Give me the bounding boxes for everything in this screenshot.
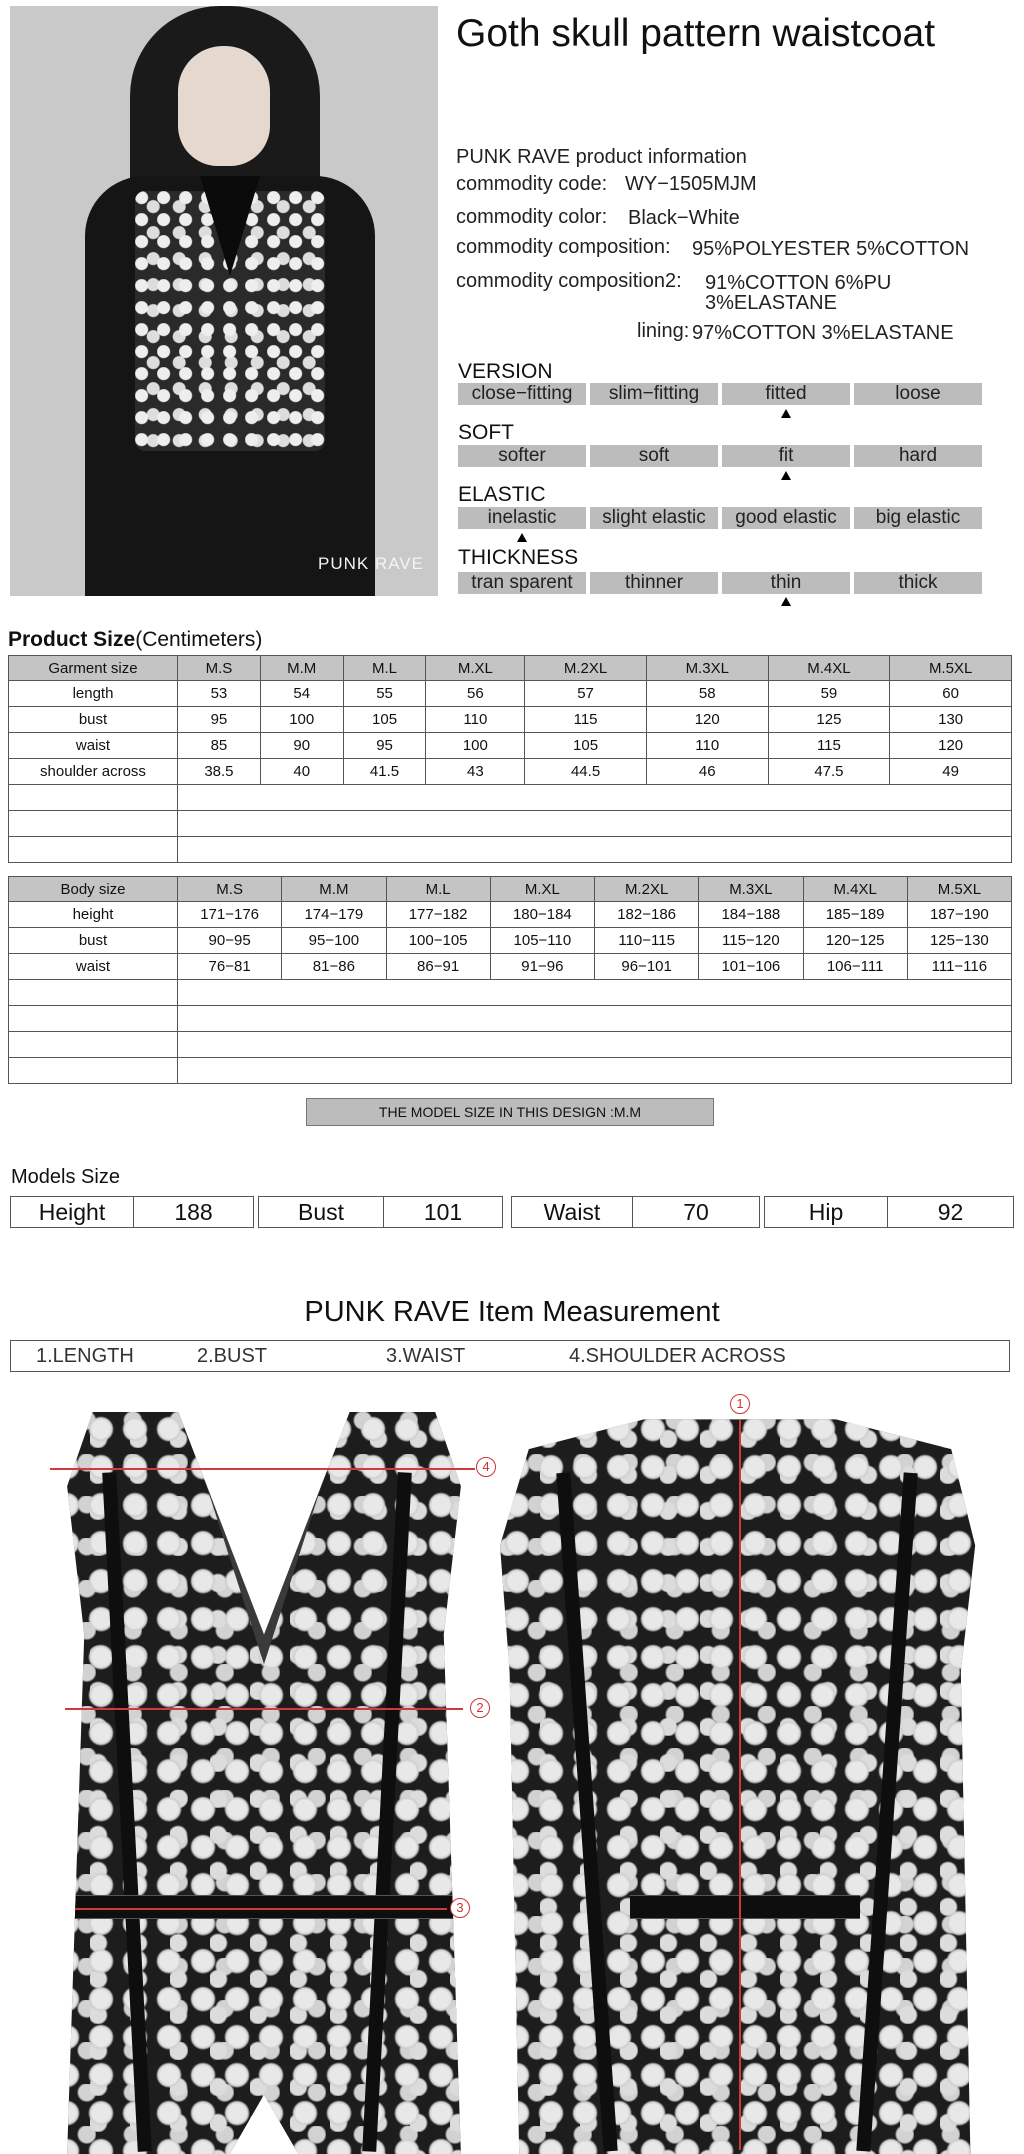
- table-row-empty: [9, 785, 1012, 811]
- table-cell: 100−105: [386, 928, 490, 954]
- vest-seam: [856, 1472, 917, 2151]
- table-cell: 110: [646, 733, 768, 759]
- scale-option: close−fitting: [458, 383, 586, 405]
- model-size-note: THE MODEL SIZE IN THIS DESIGN :M.M: [306, 1098, 714, 1126]
- model-measure-label: Bust: [297, 1199, 345, 1225]
- table-cell: length: [9, 681, 178, 707]
- scale-title: VERSION: [458, 360, 553, 383]
- table-cell: shoulder across: [9, 759, 178, 785]
- scale-option: fitted: [722, 383, 850, 405]
- lining-label: lining:: [637, 320, 690, 342]
- table-cell: 49: [890, 759, 1012, 785]
- body-size-table: [8, 876, 1012, 1084]
- table-header-cell: M.XL: [490, 877, 594, 902]
- model-measure-label: Hip: [808, 1199, 844, 1225]
- product-photo: [10, 6, 438, 596]
- table-cell: 95: [178, 707, 261, 733]
- table-cell: 59: [768, 681, 890, 707]
- waist-measure-line: [75, 1908, 447, 1910]
- scale-bar: [458, 383, 986, 405]
- table-cell: 120: [890, 733, 1012, 759]
- table-header-cell: M.2XL: [595, 877, 699, 902]
- table-cell: 174−179: [282, 902, 386, 928]
- table-cell: 44.5: [525, 759, 647, 785]
- table-cell: 182−186: [595, 902, 699, 928]
- table-cell: 115−120: [699, 928, 803, 954]
- table-cell: 95−100: [282, 928, 386, 954]
- model-measure-value: 188: [174, 1199, 213, 1225]
- table-cell: 60: [890, 681, 1012, 707]
- selected-marker-icon: [781, 409, 791, 418]
- table-cell: 184−188: [699, 902, 803, 928]
- table-cell: 120: [646, 707, 768, 733]
- table-row: [9, 733, 1012, 759]
- table-cell: 38.5: [178, 759, 261, 785]
- lining-value: 97%COTTON 3%ELASTANE: [692, 322, 954, 344]
- table-cell: waist: [9, 954, 178, 980]
- table-cell: 115: [768, 733, 890, 759]
- scale-bar: [458, 445, 986, 467]
- table-cell: 171−176: [178, 902, 282, 928]
- models-size-title: Models Size: [11, 1166, 120, 1188]
- table-header-cell: M.M: [282, 877, 386, 902]
- table-cell: 58: [646, 681, 768, 707]
- table-row-empty: [9, 1032, 1012, 1058]
- table-cell: 76−81: [178, 954, 282, 980]
- scale-option: thick: [854, 572, 982, 594]
- table-row-empty: [9, 1058, 1012, 1084]
- model-measure-value: 70: [683, 1199, 709, 1225]
- table-cell: 57: [525, 681, 647, 707]
- table-row: [9, 928, 1012, 954]
- table-cell: bust: [9, 928, 178, 954]
- table-header-row: [9, 877, 1012, 902]
- scale-option: loose: [854, 383, 982, 405]
- measurement-title: PUNK RAVE Item Measurement: [304, 1296, 720, 1328]
- table-cell: 111−116: [907, 954, 1011, 980]
- table-cell: 40: [260, 759, 343, 785]
- table-cell: 95: [343, 733, 426, 759]
- table-row: [9, 681, 1012, 707]
- table-header-cell: M.4XL: [803, 877, 907, 902]
- scale-option: soft: [590, 445, 718, 467]
- table-cell: 130: [890, 707, 1012, 733]
- table-cell: 106−111: [803, 954, 907, 980]
- table-header-cell: M.3XL: [699, 877, 803, 902]
- color-value: Black−White: [628, 207, 740, 229]
- table-row: [9, 902, 1012, 928]
- table-cell: height: [9, 902, 178, 928]
- marker-3-icon: 3: [450, 1898, 470, 1918]
- color-label: commodity color:: [456, 206, 608, 228]
- model-hip-box: [764, 1196, 1014, 1228]
- composition-label: commodity composition:: [456, 236, 671, 258]
- table-cell: 53: [178, 681, 261, 707]
- composition2-label: commodity composition2:: [456, 270, 682, 292]
- table-cell: 41.5: [343, 759, 426, 785]
- measurement-item: 4.SHOULDER ACROSS: [569, 1345, 786, 1367]
- vest-waist-strap: [65, 1895, 475, 1919]
- table-header-cell: M.5XL: [907, 877, 1011, 902]
- composition2-value-2: 3%ELASTANE: [705, 292, 837, 314]
- table-cell: 91−96: [490, 954, 594, 980]
- table-cell: 105−110: [490, 928, 594, 954]
- code-value: WY−1505MJM: [625, 173, 757, 195]
- info-heading: PUNK RAVE product information: [456, 146, 747, 168]
- scale-title: SOFT: [458, 421, 514, 444]
- table-header-cell: M.2XL: [525, 656, 647, 681]
- scale-option: big elastic: [854, 507, 982, 529]
- table-cell: 81−86: [282, 954, 386, 980]
- table-cell: 46: [646, 759, 768, 785]
- table-cell: 105: [525, 733, 647, 759]
- vest-lining: [183, 1412, 346, 1664]
- vest-front-image: [50, 1412, 478, 2154]
- scale-option: inelastic: [458, 507, 586, 529]
- model-measure-value: 101: [423, 1199, 463, 1225]
- scale-option: fit: [722, 445, 850, 467]
- table-row-empty: [9, 980, 1012, 1006]
- table-row-empty: [9, 837, 1012, 863]
- marker-1-icon: 1: [730, 1394, 750, 1414]
- model-measure-label: Height: [38, 1199, 106, 1225]
- scale-option: good elastic: [722, 507, 850, 529]
- model-waist-box: [511, 1196, 760, 1228]
- table-header-cell: M.3XL: [646, 656, 768, 681]
- scale-bar: [458, 572, 986, 594]
- vest-back-strap: [630, 1895, 860, 1919]
- table-header-row: [9, 656, 1012, 681]
- table-header-cell: Garment size: [9, 656, 178, 681]
- table-cell: 120−125: [803, 928, 907, 954]
- vest-seam: [556, 1472, 617, 2151]
- table-cell: 96−101: [595, 954, 699, 980]
- table-cell: 90: [260, 733, 343, 759]
- scale-bar: [458, 507, 986, 529]
- product-size-heading: Product Size: [8, 628, 136, 651]
- vest-seam: [362, 1472, 412, 2152]
- table-header-cell: M.S: [178, 656, 261, 681]
- table-cell: 110−115: [595, 928, 699, 954]
- table-header-cell: M.L: [343, 656, 426, 681]
- measurement-item: 1.LENGTH: [36, 1345, 134, 1367]
- shoulder-measure-line: [50, 1468, 475, 1470]
- table-cell: 125: [768, 707, 890, 733]
- model-height-box: [10, 1196, 254, 1228]
- table-cell: waist: [9, 733, 178, 759]
- table-cell: 115: [525, 707, 647, 733]
- table-cell: 56: [426, 681, 525, 707]
- table-cell: 55: [343, 681, 426, 707]
- table-cell: 125−130: [907, 928, 1011, 954]
- scale-option: slight elastic: [590, 507, 718, 529]
- selected-marker-icon: [517, 533, 527, 542]
- table-cell: 47.5: [768, 759, 890, 785]
- table-header-cell: M.L: [386, 877, 490, 902]
- composition-value: 95%POLYESTER 5%COTTON: [692, 238, 970, 260]
- measurement-legend: [10, 1340, 1010, 1372]
- table-cell: 85: [178, 733, 261, 759]
- scale-option: tran sparent: [458, 572, 586, 594]
- scale-option: slim−fitting: [590, 383, 718, 405]
- table-cell: 43: [426, 759, 525, 785]
- measurement-item: 3.WAIST: [386, 1345, 466, 1367]
- table-cell: 101−106: [699, 954, 803, 980]
- table-cell: 177−182: [386, 902, 490, 928]
- bust-measure-line: [65, 1708, 463, 1710]
- composition2-value-1: 91%COTTON 6%PU: [705, 272, 892, 294]
- selected-marker-icon: [781, 471, 791, 480]
- table-cell: 105: [343, 707, 426, 733]
- table-cell: 180−184: [490, 902, 594, 928]
- table-cell: 90−95: [178, 928, 282, 954]
- table-cell: bust: [9, 707, 178, 733]
- table-cell: 54: [260, 681, 343, 707]
- scale-option: thin: [722, 572, 850, 594]
- table-cell: 110: [426, 707, 525, 733]
- table-cell: 185−189: [803, 902, 907, 928]
- table-header-cell: M.4XL: [768, 656, 890, 681]
- marker-2-icon: 2: [470, 1698, 490, 1718]
- scale-title: ELASTIC: [458, 483, 546, 506]
- table-cell: 100: [426, 733, 525, 759]
- table-cell: 187−190: [907, 902, 1011, 928]
- scale-option: hard: [854, 445, 982, 467]
- table-row-empty: [9, 1006, 1012, 1032]
- selected-marker-icon: [781, 597, 791, 606]
- table-row: [9, 954, 1012, 980]
- measurement-item: 2.BUST: [197, 1345, 268, 1367]
- table-cell: 86−91: [386, 954, 490, 980]
- model-measure-value: 92: [937, 1199, 964, 1225]
- table-header-cell: M.5XL: [890, 656, 1012, 681]
- vest-seam: [102, 1472, 152, 2152]
- table-row: [9, 759, 1012, 785]
- table-header-cell: M.M: [260, 656, 343, 681]
- scale-option: softer: [458, 445, 586, 467]
- table-header-cell: M.XL: [426, 656, 525, 681]
- marker-4-icon: 4: [476, 1457, 496, 1477]
- table-row: [9, 707, 1012, 733]
- length-measure-line: [739, 1420, 741, 2150]
- table-header-cell: Body size: [9, 877, 178, 902]
- garment-size-table: [8, 655, 1012, 863]
- table-header-cell: M.S: [178, 877, 282, 902]
- product-size-unit: (Centimeters): [135, 628, 263, 651]
- scale-title: THICKNESS: [458, 546, 579, 569]
- product-title: Goth skull pattern waistcoat: [456, 12, 936, 55]
- model-face: [178, 46, 270, 166]
- code-label: commodity code:: [456, 173, 608, 195]
- table-cell: 100: [260, 707, 343, 733]
- model-bust-box: [258, 1196, 503, 1228]
- brand-watermark: PUNK RAVE: [318, 554, 424, 573]
- product-size-title: [8, 628, 262, 652]
- table-row-empty: [9, 811, 1012, 837]
- scale-option: thinner: [590, 572, 718, 594]
- model-measure-label: Waist: [543, 1199, 601, 1225]
